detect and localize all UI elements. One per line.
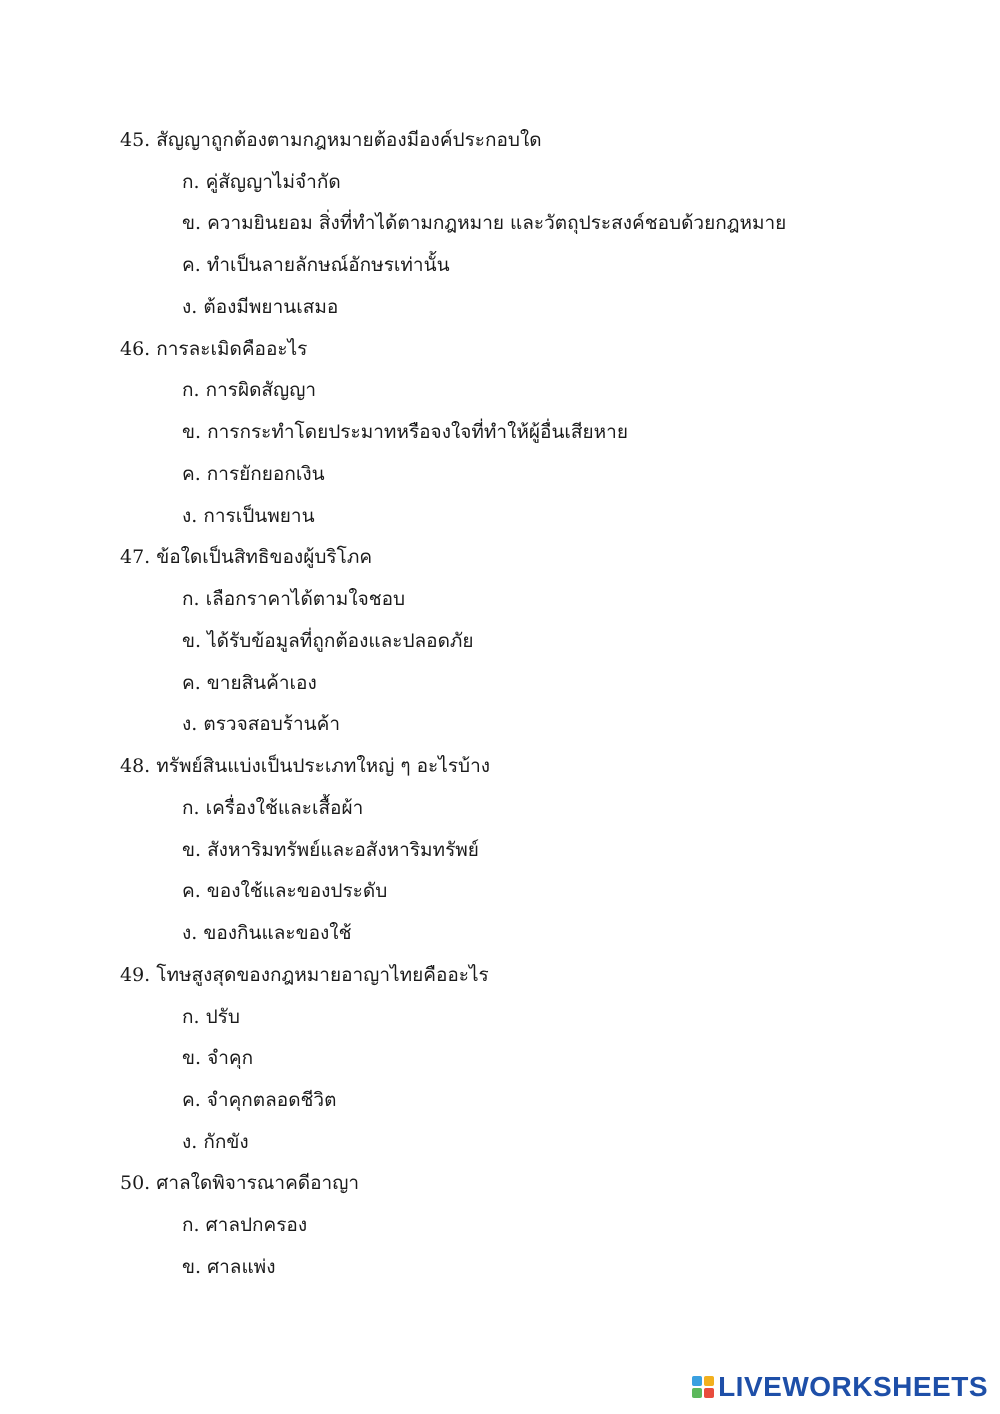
q49-option-a[interactable]: ก. ปรับ bbox=[182, 1006, 240, 1028]
q47-option-b[interactable]: ข. ได้รับข้อมูลที่ถูกต้องและปลอดภัย bbox=[182, 630, 474, 652]
logo-square-2 bbox=[704, 1376, 714, 1386]
question-47: 47. ข้อใดเป็นสิทธิของผู้บริโภค bbox=[120, 546, 373, 568]
q48-option-c[interactable]: ค. ของใช้และของประดับ bbox=[182, 880, 388, 902]
question-48: 48. ทรัพย์สินแบ่งเป็นประเภทใหญ่ ๆ อะไรบ้าง bbox=[120, 755, 491, 777]
q45-option-d[interactable]: ง. ต้องมีพยานเสมอ bbox=[182, 296, 339, 318]
q46-option-c[interactable]: ค. การยักยอกเงิน bbox=[182, 463, 325, 485]
q46-option-b[interactable]: ข. การกระทำโดยประมาทหรือจงใจที่ทำให้ผู้อื่นเสียหาย bbox=[182, 421, 628, 443]
q49-option-b[interactable]: ข. จำคุก bbox=[182, 1047, 254, 1069]
liveworksheets-logo-icon bbox=[692, 1376, 714, 1398]
q48-option-d[interactable]: ง. ของกินและของใช้ bbox=[182, 922, 352, 944]
q46-option-d[interactable]: ง. การเป็นพยาน bbox=[182, 505, 315, 527]
q50-option-b[interactable]: ข. ศาลแพ่ง bbox=[182, 1256, 276, 1278]
question-49: 49. โทษสูงสุดของกฎหมายอาญาไทยคืออะไร bbox=[120, 964, 489, 986]
question-46: 46. การละเมิดคืออะไร bbox=[120, 338, 308, 360]
q45-option-a[interactable]: ก. คู่สัญญาไม่จำกัด bbox=[182, 171, 341, 193]
q47-option-a[interactable]: ก. เลือกราคาได้ตามใจชอบ bbox=[182, 588, 406, 610]
q47-option-d[interactable]: ง. ตรวจสอบร้านค้า bbox=[182, 713, 341, 735]
liveworksheets-logo-text: LIVEWORKSHEETS bbox=[718, 1371, 988, 1402]
logo-square-1 bbox=[692, 1376, 702, 1386]
q49-option-c[interactable]: ค. จำคุกตลอดชีวิต bbox=[182, 1089, 337, 1111]
liveworksheets-logo bbox=[692, 1372, 988, 1402]
q47-option-c[interactable]: ค. ขายสินค้าเอง bbox=[182, 672, 317, 694]
q45-option-b[interactable]: ข. ความยินยอม สิ่งที่ทำได้ตามกฎหมาย และวัตถุประสงค์ชอบด้วยกฎหมาย bbox=[182, 212, 787, 234]
question-50: 50. ศาลใดพิจารณาคดีอาญา bbox=[120, 1172, 360, 1194]
q48-option-a[interactable]: ก. เครื่องใช้และเสื้อผ้า bbox=[182, 797, 364, 819]
logo-square-4 bbox=[704, 1388, 714, 1398]
q49-option-d[interactable]: ง. กักขัง bbox=[182, 1131, 249, 1153]
q45-option-c[interactable]: ค. ทำเป็นลายลักษณ์อักษรเท่านั้น bbox=[182, 254, 450, 276]
q46-option-a[interactable]: ก. การผิดสัญญา bbox=[182, 379, 317, 401]
logo-square-3 bbox=[692, 1388, 702, 1398]
q50-option-a[interactable]: ก. ศาลปกครอง bbox=[182, 1214, 308, 1236]
q48-option-b[interactable]: ข. สังหาริมทรัพย์และอสังหาริมทรัพย์ bbox=[182, 839, 479, 861]
question-45: 45. สัญญาถูกต้องตามกฎหมายต้องมีองค์ประกอบใด bbox=[120, 129, 542, 151]
